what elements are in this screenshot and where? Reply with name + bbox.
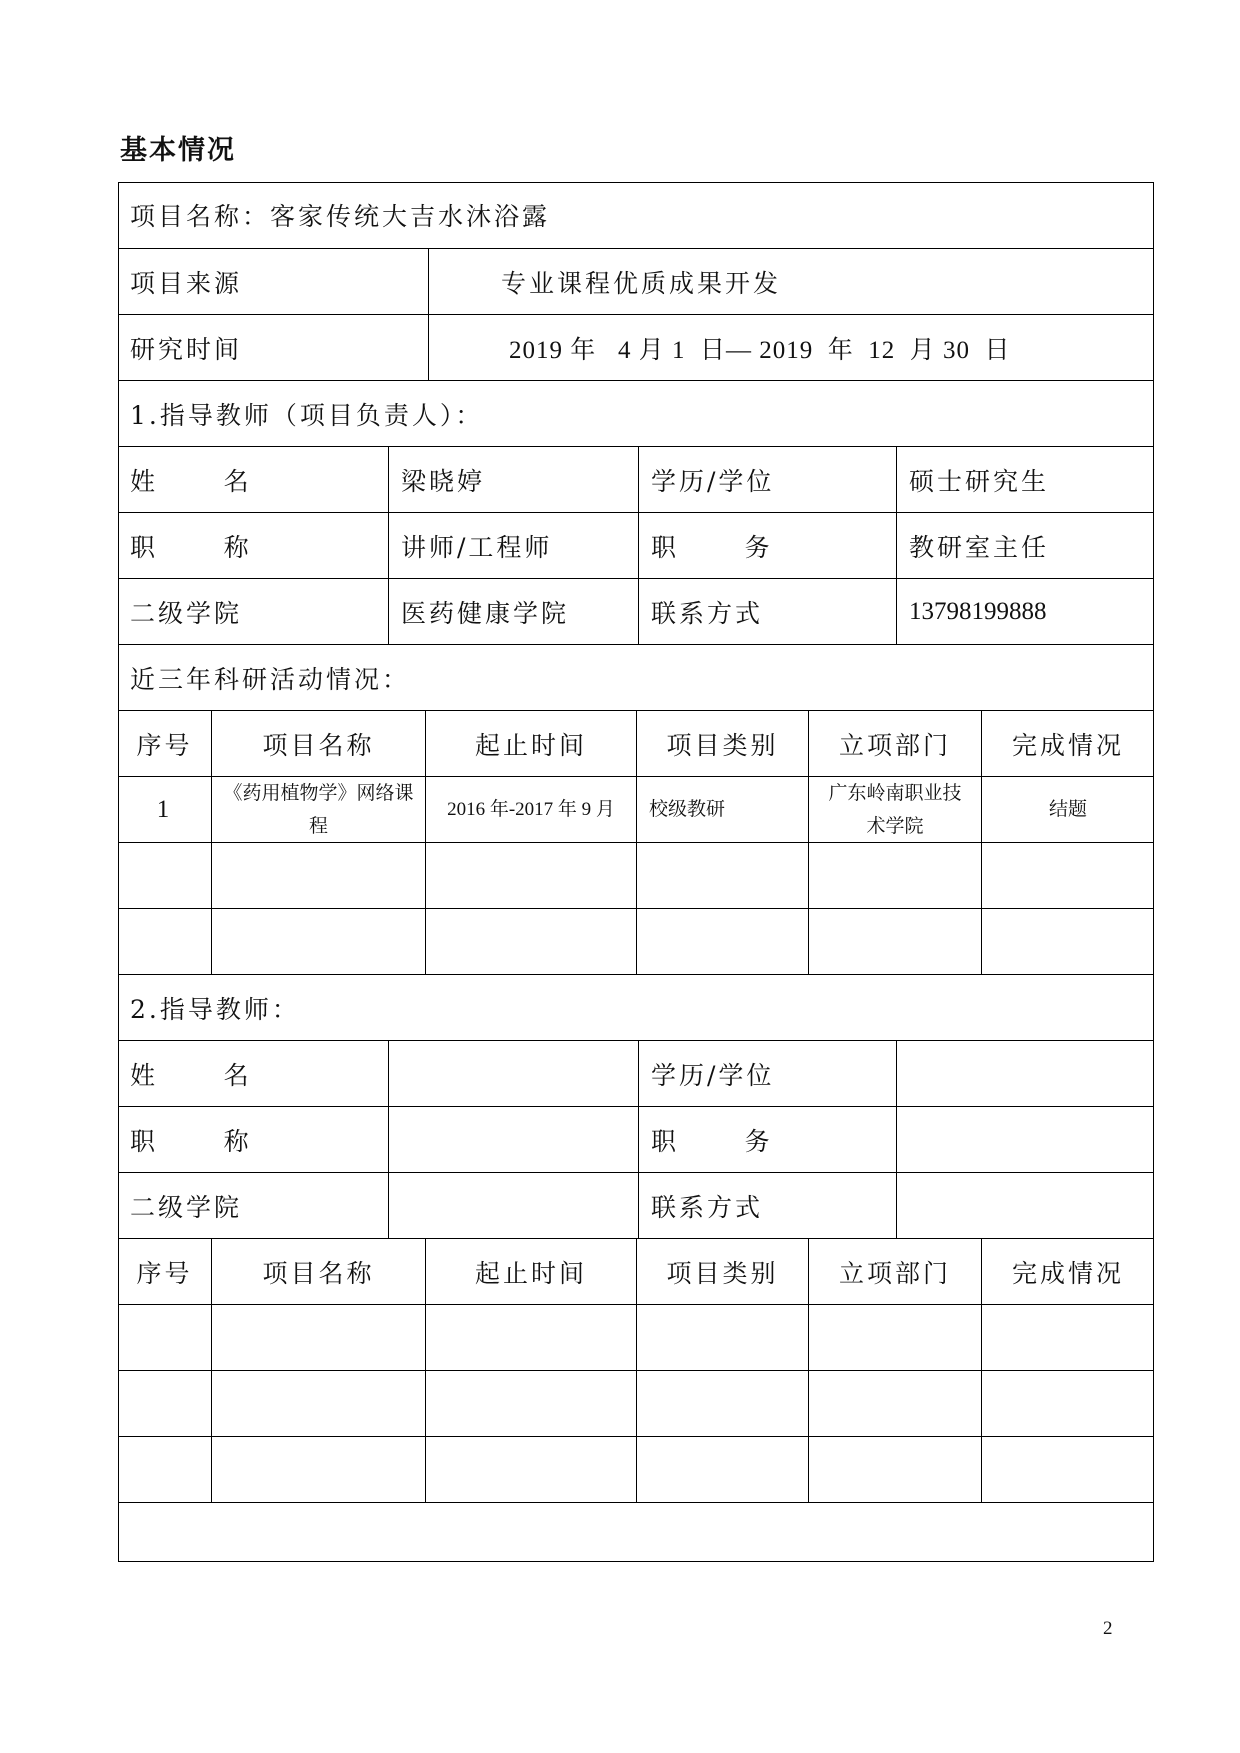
- research-time-row: [118, 314, 1154, 380]
- research-heading-row: [118, 644, 1154, 710]
- col-header-period: 起止时间: [474, 1258, 587, 1288]
- advisor2-heading: 2.指导教师：: [130, 994, 300, 1024]
- row-index: 1: [156, 795, 173, 823]
- table-row: [118, 776, 1154, 842]
- advisor1-contact: 13798199888: [909, 597, 1047, 625]
- name-label: 姓 名: [130, 466, 252, 496]
- table-row: [118, 1370, 1154, 1436]
- advisor1-heading: 1.指导教师（项目负责人）：: [130, 400, 484, 430]
- col-header-department: 立项部门: [838, 1258, 951, 1288]
- col-header-project-name: 项目名称: [262, 1258, 375, 1288]
- research-time-value: 2019 年 4 月 1 日— 2019 年 12 月 30 日: [509, 336, 1011, 364]
- research-table-2-header: [118, 1238, 1154, 1304]
- col-header-index: 序号: [136, 730, 193, 760]
- row-status: 结题: [1048, 798, 1087, 820]
- advisor2-college-row: [118, 1172, 1154, 1238]
- advisor1-title: 讲师/工程师: [401, 532, 553, 562]
- advisor2-name-row: [118, 1040, 1154, 1106]
- advisor1-name: 梁晓婷: [401, 466, 486, 496]
- name-label: 姓 名: [130, 1060, 252, 1090]
- advisor1-title-row: [118, 512, 1154, 578]
- advisor1-name-row: [118, 446, 1154, 512]
- blank-row: [118, 1502, 1154, 1562]
- col-header-status: 完成情况: [1011, 730, 1124, 760]
- row-department: 广东岭南职业技术学院: [828, 781, 962, 837]
- advisor1-position: 教研室主任: [909, 532, 1050, 562]
- row-period: 2016 年-2017 年 9 月: [447, 799, 615, 820]
- project-source-value: 专业课程优质成果开发: [501, 268, 782, 298]
- table-row: [118, 842, 1154, 908]
- col-header-department: 立项部门: [838, 730, 951, 760]
- advisor2-heading-row: [118, 974, 1154, 1040]
- research-table-header: [118, 710, 1154, 776]
- col-header-category: 项目类别: [666, 730, 779, 760]
- contact-label: 联系方式: [651, 598, 764, 628]
- college-label: 二级学院: [130, 1192, 243, 1222]
- contact-label: 联系方式: [651, 1192, 764, 1222]
- college-label: 二级学院: [130, 598, 243, 628]
- research-time-label: 研究时间: [130, 334, 243, 364]
- project-name-row: [118, 182, 1154, 248]
- advisor1-college-row: [118, 578, 1154, 644]
- project-source-row: [118, 248, 1154, 314]
- table-row: [118, 1304, 1154, 1370]
- position-label: 职 务: [651, 532, 773, 562]
- page-number: 2: [1103, 1618, 1113, 1639]
- advisor1-heading-row: [118, 380, 1154, 446]
- project-source-label: 项目来源: [130, 268, 243, 298]
- col-header-status: 完成情况: [1011, 1258, 1124, 1288]
- advisor1-degree: 硕士研究生: [909, 466, 1050, 496]
- row-project-name: 《药用植物学》网络课程: [223, 781, 414, 837]
- basic-info-form: [118, 182, 1154, 1562]
- col-header-project-name: 项目名称: [262, 730, 375, 760]
- position-label: 职 务: [651, 1126, 773, 1156]
- degree-label: 学历/学位: [651, 466, 775, 496]
- advisor2-title-row: [118, 1106, 1154, 1172]
- table-row: [118, 908, 1154, 974]
- title-label: 职 称: [130, 532, 252, 562]
- advisor1-college: 医药健康学院: [401, 598, 570, 628]
- col-header-period: 起止时间: [474, 730, 587, 760]
- table-row: [118, 1436, 1154, 1502]
- col-header-index: 序号: [136, 1258, 193, 1288]
- title-label: 职 称: [130, 1126, 252, 1156]
- research-heading: 近三年科研活动情况：: [130, 664, 411, 694]
- project-name-text: 项目名称：客家传统大吉水沐浴露: [130, 202, 551, 231]
- degree-label: 学历/学位: [651, 1060, 775, 1090]
- page-title: 基本情况: [120, 135, 236, 166]
- col-header-category: 项目类别: [666, 1258, 779, 1288]
- row-category: 校级教研: [649, 798, 726, 820]
